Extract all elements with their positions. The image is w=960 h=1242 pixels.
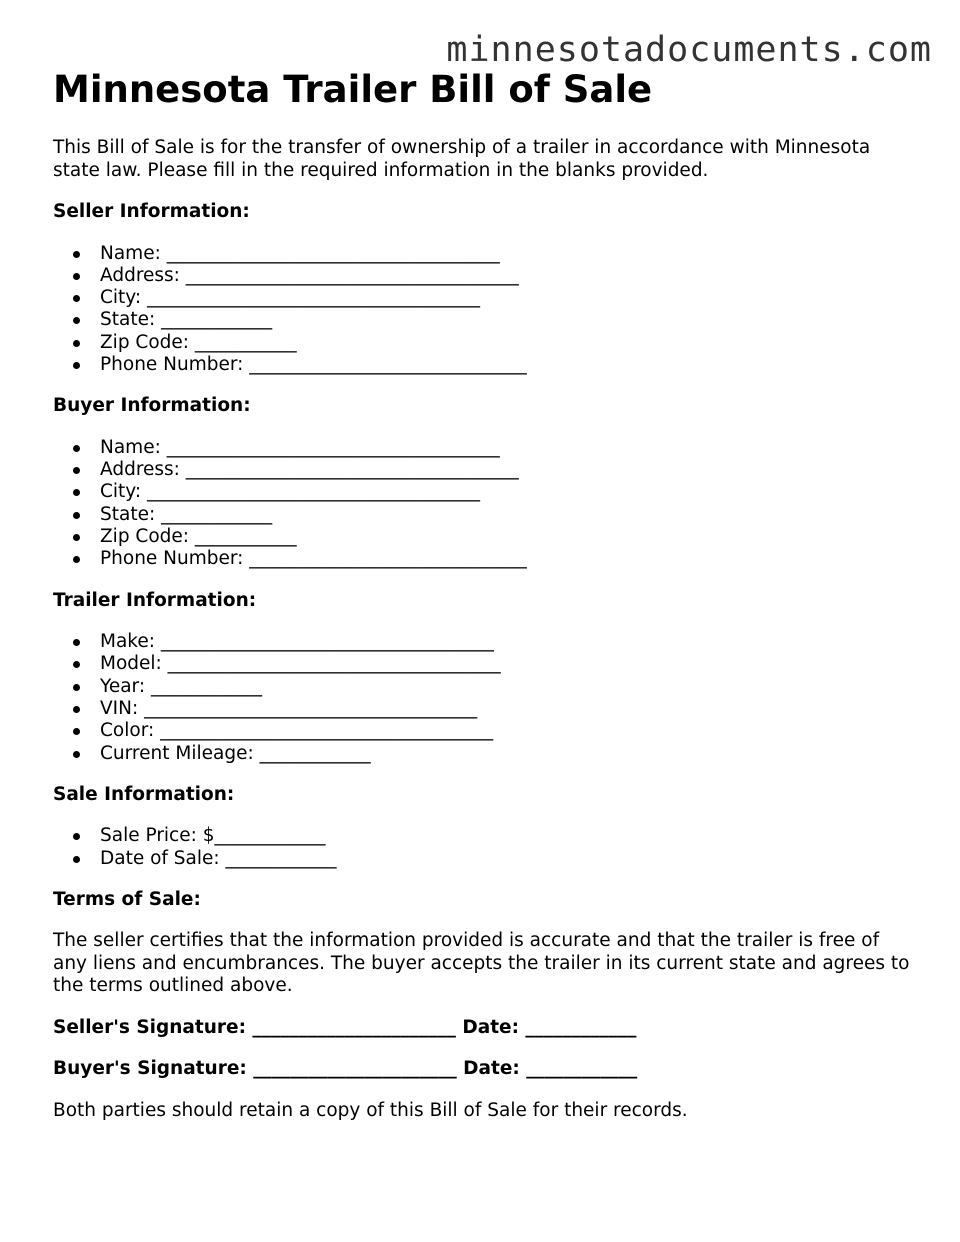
watermark: minnesotadocuments.com bbox=[446, 30, 932, 70]
seller-zip-field: Zip Code: ___________ bbox=[100, 332, 913, 354]
sale-fields bbox=[53, 825, 913, 870]
sale-date-field: Date of Sale: ____________ bbox=[100, 848, 913, 870]
trailer-fields bbox=[53, 631, 913, 765]
trailer-vin-field: VIN: ____________________________________ bbox=[100, 698, 913, 720]
buyer-zip-field: Zip Code: ___________ bbox=[100, 526, 913, 548]
buyer-fields bbox=[53, 437, 913, 571]
closing-paragraph: Both parties should retain a copy of this Bill of Sale for their records. bbox=[53, 1099, 688, 1121]
buyer-name-field: Name: ____________________________________ bbox=[100, 437, 913, 459]
seller-city-field: City: ____________________________________ bbox=[100, 287, 913, 309]
document-page bbox=[53, 66, 913, 1122]
buyer-heading: Buyer Information: bbox=[53, 395, 251, 417]
seller-heading: Seller Information: bbox=[53, 201, 250, 222]
trailer-model-field: Model: ____________________________________ bbox=[100, 653, 913, 675]
seller-name-field: Name: ____________________________________ bbox=[100, 243, 913, 265]
trailer-heading: Trailer Information: bbox=[53, 589, 257, 611]
trailer-color-field: Color: ____________________________________ bbox=[100, 720, 913, 742]
buyer-phone-field: Phone Number: ______________________________ bbox=[100, 548, 913, 570]
seller-address-field: Address: ____________________________________ bbox=[100, 265, 913, 287]
sale-price-field: Sale Price: $____________ bbox=[100, 825, 913, 847]
trailer-mileage-field: Current Mileage: ____________ bbox=[100, 743, 913, 765]
buyer-city-field: City: ____________________________________ bbox=[100, 481, 913, 503]
terms-heading: Terms of Sale: bbox=[53, 888, 201, 910]
intro-paragraph: This Bill of Sale is for the transfer of ownership of a trailer in accordance with Minnesota state law. Please fill in the required information in the blanks provided. bbox=[53, 137, 871, 181]
page-title: Minnesota Trailer Bill of Sale bbox=[53, 68, 653, 111]
buyer-state-field: State: ____________ bbox=[100, 504, 913, 526]
trailer-make-field: Make: ____________________________________ bbox=[100, 631, 913, 653]
sale-heading: Sale Information: bbox=[53, 783, 235, 805]
buyer-address-field: Address: ____________________________________ bbox=[100, 459, 913, 481]
seller-signature-line: Seller's Signature: ______________________ Date: ____________ bbox=[53, 1016, 637, 1038]
seller-state-field: State: ____________ bbox=[100, 309, 913, 331]
buyer-signature-line: Buyer's Signature: ______________________ Date: ____________ bbox=[53, 1058, 638, 1080]
trailer-year-field: Year: ____________ bbox=[100, 676, 913, 698]
terms-paragraph: The seller certifies that the information provided is accurate and that the trailer is free of any liens and encumbrances. The buyer accepts the trailer in its current state and agrees to the terms outlined above. bbox=[53, 930, 910, 997]
seller-fields bbox=[53, 243, 913, 377]
seller-phone-field: Phone Number: ______________________________ bbox=[100, 354, 913, 376]
